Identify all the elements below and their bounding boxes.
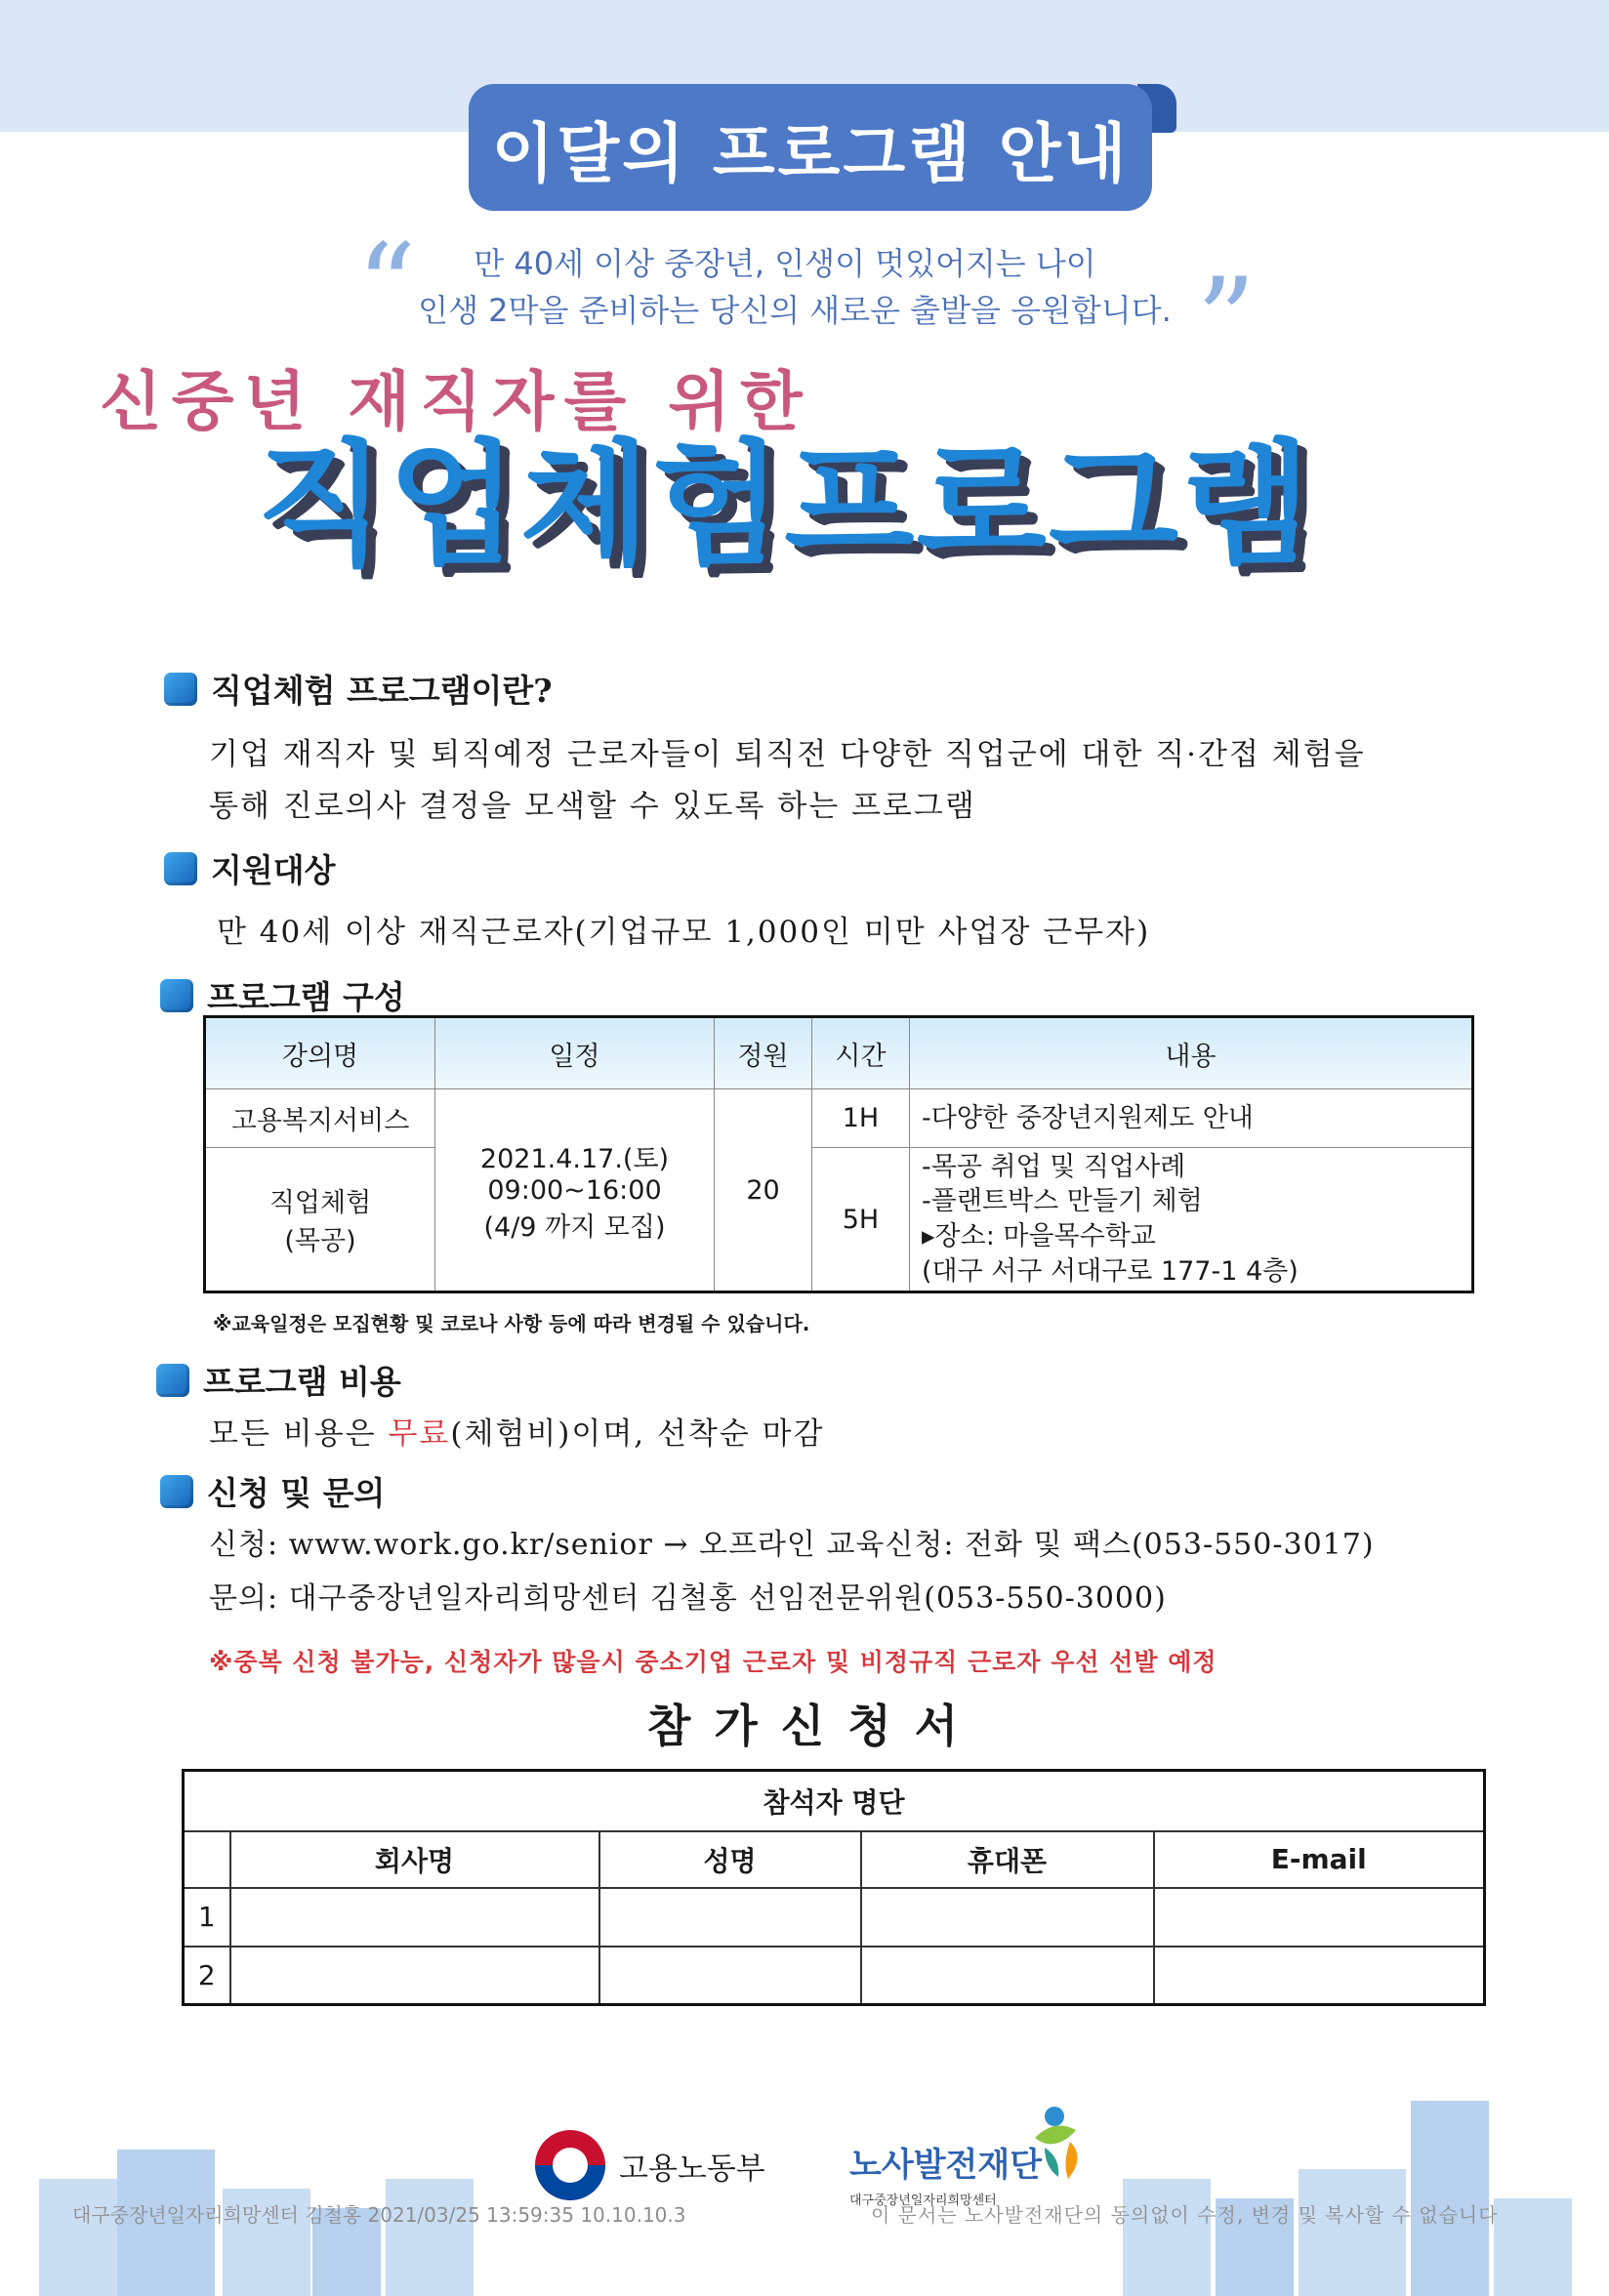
email-field[interactable] [1154, 1947, 1485, 2005]
column-header: 성명 [599, 1831, 861, 1888]
page-title: 직업체험프로그램 [256, 427, 1313, 584]
title-banner [469, 84, 1152, 211]
nosa-logo [849, 2099, 1042, 2208]
cost-text [209, 1409, 825, 1453]
content-line: ▸장소: 마을목수학교 [922, 1221, 1156, 1251]
table-row [184, 1888, 1485, 1947]
section-composition-heading [160, 972, 405, 1018]
row-number: 2 [184, 1947, 230, 2005]
time-cell: 5H [812, 1148, 910, 1292]
building-shape [1494, 2198, 1572, 2296]
cost-free-label: 무료 [388, 1416, 451, 1452]
application-form-table [182, 1769, 1486, 2006]
inquiry-line: 문의: 대구중장년일자리희망센터 김철홍 선임전문위원(053-550-3000) [209, 1581, 1167, 1616]
column-header: 시간 [812, 1017, 910, 1089]
form-header-row [184, 1831, 1485, 1888]
content-cell [910, 1148, 1473, 1292]
schedule-cell [435, 1089, 715, 1292]
content-line: -플랜트박스 만들기 체험 [922, 1186, 1203, 1217]
nosa-name: 노사발전재단 [849, 2146, 1043, 2185]
row-number-header [184, 1831, 230, 1888]
name-field[interactable] [599, 1947, 861, 2005]
nosa-mark-icon [1015, 2099, 1093, 2187]
section-label: 프로그램 구성 [207, 978, 405, 1016]
table-row [205, 1089, 1473, 1148]
column-header: E-mail [1154, 1831, 1485, 1888]
course-name: 직업체험 [268, 1188, 372, 1218]
building-shape [386, 2179, 474, 2296]
section-apply-heading [160, 1468, 385, 1514]
cost-text-after: (체험비)이며, 선착순 마감 [450, 1416, 825, 1452]
company-field[interactable] [230, 1888, 599, 1947]
moel-name: 고용노동부 [619, 2151, 765, 2187]
column-header: 정원 [715, 1017, 812, 1089]
print-stamp: 대구중장년일자리희망센터 김철홍 2021/03/25 13:59:35 10.10.10.3 [72, 2203, 686, 2227]
email-field[interactable] [1154, 1888, 1485, 1947]
phone-field[interactable] [861, 1888, 1154, 1947]
cost-text-before: 모든 비용은 [209, 1416, 389, 1452]
table-row [184, 1947, 1485, 2005]
phone-field[interactable] [861, 1947, 1154, 2005]
name-field[interactable] [599, 1888, 861, 1947]
apply-line-1: 신청: www.work.go.kr/senior → 오프라인 교육신청: 전화 및 팩스(053-550-3017) [209, 1528, 1375, 1562]
building-shape [1123, 2179, 1211, 2296]
moel-logo [535, 2130, 765, 2200]
section-bullet-icon [156, 1364, 189, 1397]
about-line-1: 기업 재직자 및 퇴직예정 근로자들이 퇴직전 다양한 직업군에 대한 직·간접 체험을 [209, 737, 1366, 772]
footer-skyline [0, 2070, 1609, 2296]
column-header: 강의명 [205, 1017, 435, 1089]
section-bullet-icon [160, 979, 193, 1012]
section-target-heading [164, 845, 336, 891]
quote-line-2: 인생 2막을 준비하는 당신의 새로운 출발을 응원합니다. [418, 292, 1172, 329]
program-table-header [205, 1017, 1473, 1089]
capacity-cell: 20 [715, 1089, 812, 1292]
about-line-2: 통해 진로의사 결정을 모색할 수 있도록 하는 프로그램 [209, 789, 976, 824]
time-cell: 1H [812, 1089, 910, 1148]
column-header: 회사명 [230, 1831, 599, 1888]
warning-notice: ※중복 신청 불가능, 신청자가 많을시 중소기업 근로자 및 비정규직 근로자 우선 선발 예정 [209, 1648, 1217, 1676]
section-bullet-icon [164, 852, 197, 885]
section-cost-heading [156, 1357, 401, 1403]
program-table [203, 1015, 1474, 1293]
copyright-notice: 이 문서는 노사발전재단의 동의없이 수정, 변경 및 복사할 수 없습니다 [871, 2203, 1499, 2227]
banner-title: 이달의 프로그램 안내 [491, 115, 1130, 191]
building-shape [39, 2179, 117, 2296]
quote-close-icon: ” [1196, 254, 1257, 390]
nosa-subname: 대구중장년일자리희망센터 [849, 2194, 997, 2208]
section-label: 신청 및 문의 [207, 1474, 386, 1512]
section-about-heading [164, 666, 553, 712]
course-name-sub: (목공) [284, 1226, 356, 1256]
taeguk-icon [535, 2130, 605, 2200]
column-header: 내용 [910, 1017, 1473, 1089]
section-label: 프로그램 비용 [203, 1363, 401, 1401]
building-shape [1299, 2169, 1406, 2296]
section-bullet-icon [164, 673, 197, 706]
row-number: 1 [184, 1888, 230, 1947]
quote-open-icon: “ [356, 220, 417, 355]
company-field[interactable] [230, 1947, 599, 2005]
form-caption: 참석자 명단 [184, 1771, 1485, 1831]
schedule-notice: ※교육일정은 모집현황 및 코로나 사항 등에 따라 변경될 수 있습니다. [213, 1312, 810, 1335]
section-bullet-icon [160, 1475, 193, 1508]
content-line: (대구 서구 서대구로 177-1 4층) [922, 1255, 1299, 1287]
schedule-note: (4/9 까지 모집) [483, 1211, 666, 1243]
column-header: 휴대폰 [861, 1831, 1154, 1888]
building-shape [1411, 2101, 1489, 2296]
page-subtitle: 신중년 재직자를 위한 [100, 363, 812, 439]
target-text: 만 40세 이상 재직근로자(기업규모 1,000인 미만 사업장 근무자) [217, 915, 1151, 950]
column-header: 일정 [435, 1017, 715, 1089]
form-title: 참가신청서 [646, 1700, 982, 1752]
schedule-time: 09:00~16:00 [487, 1174, 662, 1206]
content-line: -목공 취업 및 직업사례 [922, 1151, 1186, 1182]
schedule-date: 2021.4.17.(토) [479, 1143, 670, 1174]
course-name: 고용복지서비스 [205, 1089, 435, 1148]
section-label: 직업체험 프로그램이란? [211, 672, 553, 710]
course-name-cell [205, 1148, 435, 1292]
quote-line-1: 만 40세 이상 중장년, 인생이 멋있어지는 나이 [474, 245, 1096, 282]
section-label: 지원대상 [211, 851, 336, 889]
content-cell: -다양한 중장년지원제도 안내 [910, 1089, 1473, 1148]
table-row [205, 1148, 1473, 1292]
